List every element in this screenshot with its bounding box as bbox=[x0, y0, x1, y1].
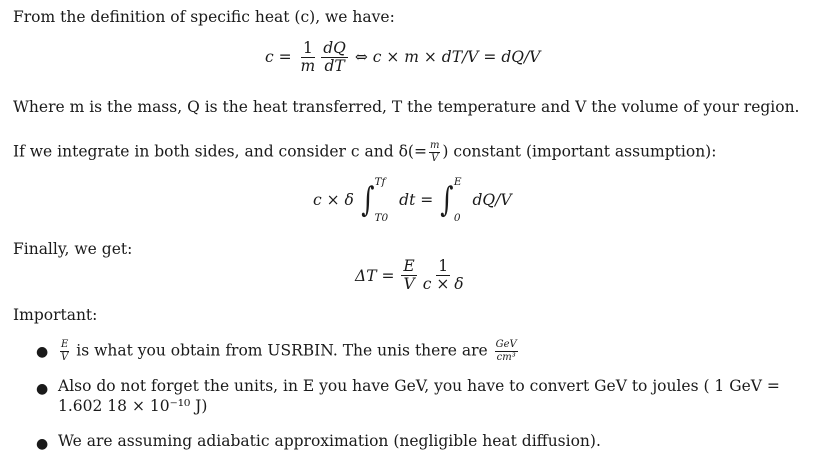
equation-integral bbox=[313, 176, 512, 224]
b1-unit-num: GeV bbox=[495, 339, 517, 350]
b1-frac-num: E bbox=[61, 339, 69, 350]
eq3-frac2-num: 1 bbox=[438, 257, 449, 275]
int2-lower: 0 bbox=[453, 212, 461, 224]
bullet-dot-icon: ● bbox=[36, 381, 49, 397]
finally-text: Finally, we get: bbox=[13, 240, 133, 258]
integrate-before: If we integrate in both sides, and consider c and δ(= bbox=[13, 142, 427, 161]
eq3-frac2-den: c × δ bbox=[422, 275, 464, 294]
bullet-item-usrbin bbox=[58, 340, 818, 363]
integral-2-limits bbox=[454, 176, 462, 224]
integrate-frac-num: m bbox=[429, 140, 440, 151]
eq3-fraction-1 bbox=[401, 258, 416, 294]
important-heading: Important: bbox=[13, 306, 98, 324]
b1-frac-den: V bbox=[61, 351, 69, 363]
eq1-frac2-den: dT bbox=[324, 57, 345, 76]
eq1-frac2-num: dQ bbox=[323, 39, 346, 57]
eq2-lhs: c × δ bbox=[313, 191, 354, 209]
eq1-frac1-num: 1 bbox=[302, 39, 313, 57]
where-text: Where m is the mass, Q is the heat transferred, T the temperature and V the volume of your region. bbox=[13, 98, 800, 116]
eq3-fraction-2 bbox=[421, 258, 466, 294]
integrate-fraction bbox=[429, 141, 440, 164]
bullet1-fraction bbox=[60, 340, 69, 363]
b2-line2: 1.602 18 × 10⁻¹⁰ J) bbox=[58, 397, 208, 415]
integrate-frac-den: V bbox=[431, 152, 439, 164]
integrate-after: ) constant (important assumption): bbox=[442, 142, 717, 161]
eq1-fraction-2 bbox=[321, 40, 348, 76]
integrate-text bbox=[13, 141, 716, 164]
b1-unit-den: cm³ bbox=[496, 351, 516, 363]
eq1-fraction-1 bbox=[299, 40, 318, 76]
intro-text: From the definition of specific heat (c), we have: bbox=[13, 8, 395, 26]
eq3-frac1-num: E bbox=[403, 257, 415, 275]
b2-line1: Also do not forget the units, in E you have GeV, you have to convert GeV to joules ( 1 GeV = bbox=[58, 377, 780, 395]
eq2-int2-body: dQ/V bbox=[472, 191, 512, 209]
bullet-dot-icon: ● bbox=[36, 344, 49, 360]
b1-text: is what you obtain from USRBIN. The unis there are bbox=[76, 341, 488, 360]
int2-upper: E bbox=[453, 176, 462, 188]
bullet-item-adiabatic: We are assuming adiabatic approximation (negligible heat diffusion). bbox=[58, 432, 601, 450]
integral-1 bbox=[359, 176, 394, 224]
bullet1-unit-fraction bbox=[495, 340, 518, 363]
integral-1-limits bbox=[375, 176, 389, 224]
eq1-lhs: c = bbox=[265, 47, 292, 66]
bullet-item-units bbox=[58, 377, 818, 415]
eq3-lhs: ΔT = bbox=[355, 266, 395, 285]
integral-sign-icon: ∫ bbox=[440, 180, 454, 220]
bullet-dot-icon: ● bbox=[36, 436, 49, 452]
equation-specific-heat bbox=[265, 40, 540, 76]
int1-upper: Tf bbox=[374, 176, 386, 188]
int1-lower: T0 bbox=[374, 212, 389, 224]
eq2-int1-body: dt = bbox=[399, 191, 434, 209]
integral-2 bbox=[438, 176, 467, 224]
equation-delta-t bbox=[355, 258, 468, 294]
eq1-rest: ⇔ c × m × dT/V = dQ/V bbox=[354, 47, 541, 66]
eq1-frac1-den: m bbox=[300, 57, 316, 76]
eq3-frac1-den: V bbox=[403, 275, 415, 294]
integral-sign-icon: ∫ bbox=[361, 180, 375, 220]
